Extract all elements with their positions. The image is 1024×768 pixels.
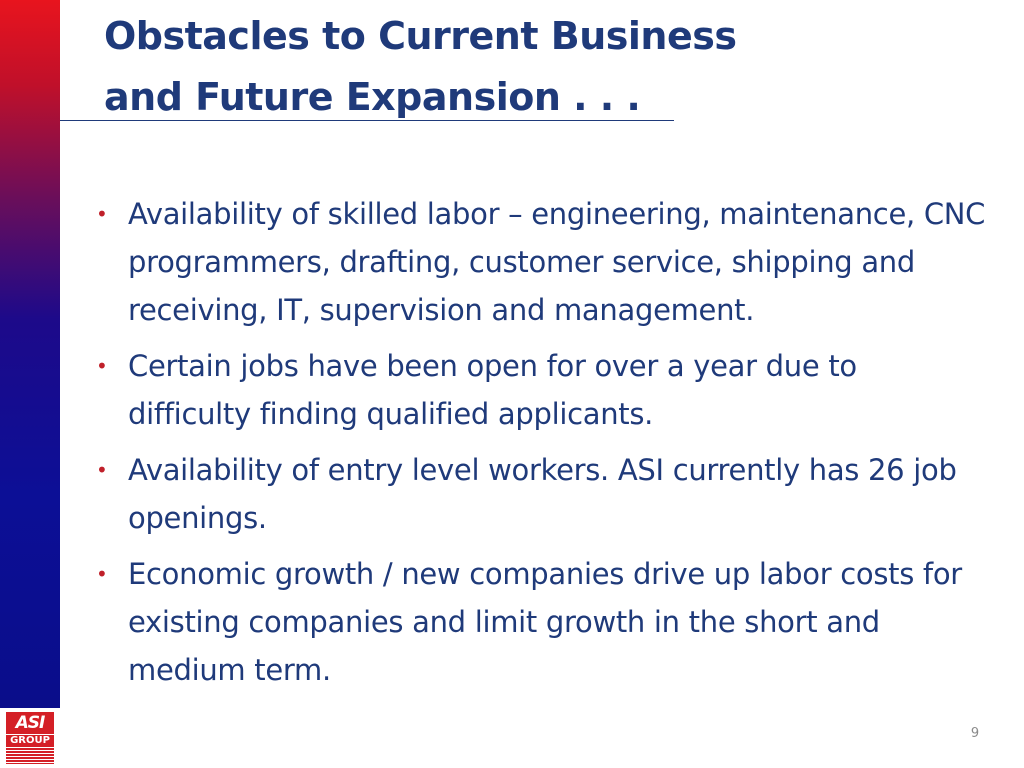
bullet-dot-icon: • <box>96 562 108 586</box>
bullet-item <box>96 550 986 694</box>
bullet-text: Availability of entry level workers. ASI currently has 26 job openings. <box>128 453 957 535</box>
bullet-dot-icon: • <box>96 202 108 226</box>
bullet-list <box>96 190 986 702</box>
side-gradient-bar <box>0 0 60 708</box>
title-line-1: Obstacles to Current Business <box>104 14 737 58</box>
bullet-text: Availability of skilled labor – engineering, maintenance, CNC programmers, drafting, customer service, shipping and receiving, IT, supervision and management. <box>128 197 986 327</box>
bullet-dot-icon: • <box>96 458 108 482</box>
logo-stripes <box>6 748 54 764</box>
bullet-item <box>96 446 986 542</box>
bullet-text: Certain jobs have been open for over a year due to difficulty finding qualified applicants. <box>128 349 857 431</box>
logo-word: GROUP <box>6 734 54 747</box>
asi-group-logo <box>6 712 54 764</box>
bullet-item <box>96 190 986 334</box>
slide-title <box>104 6 744 128</box>
logo-mark: ASI <box>6 712 54 734</box>
title-underline <box>60 120 674 121</box>
bullet-item <box>96 342 986 438</box>
bullet-dot-icon: • <box>96 354 108 378</box>
page-number: 9 <box>970 726 980 741</box>
bullet-text: Economic growth / new companies drive up labor costs for existing companies and limit growth in the short and medium term. <box>128 557 962 687</box>
title-line-2: and Future Expansion . . . <box>104 75 641 119</box>
